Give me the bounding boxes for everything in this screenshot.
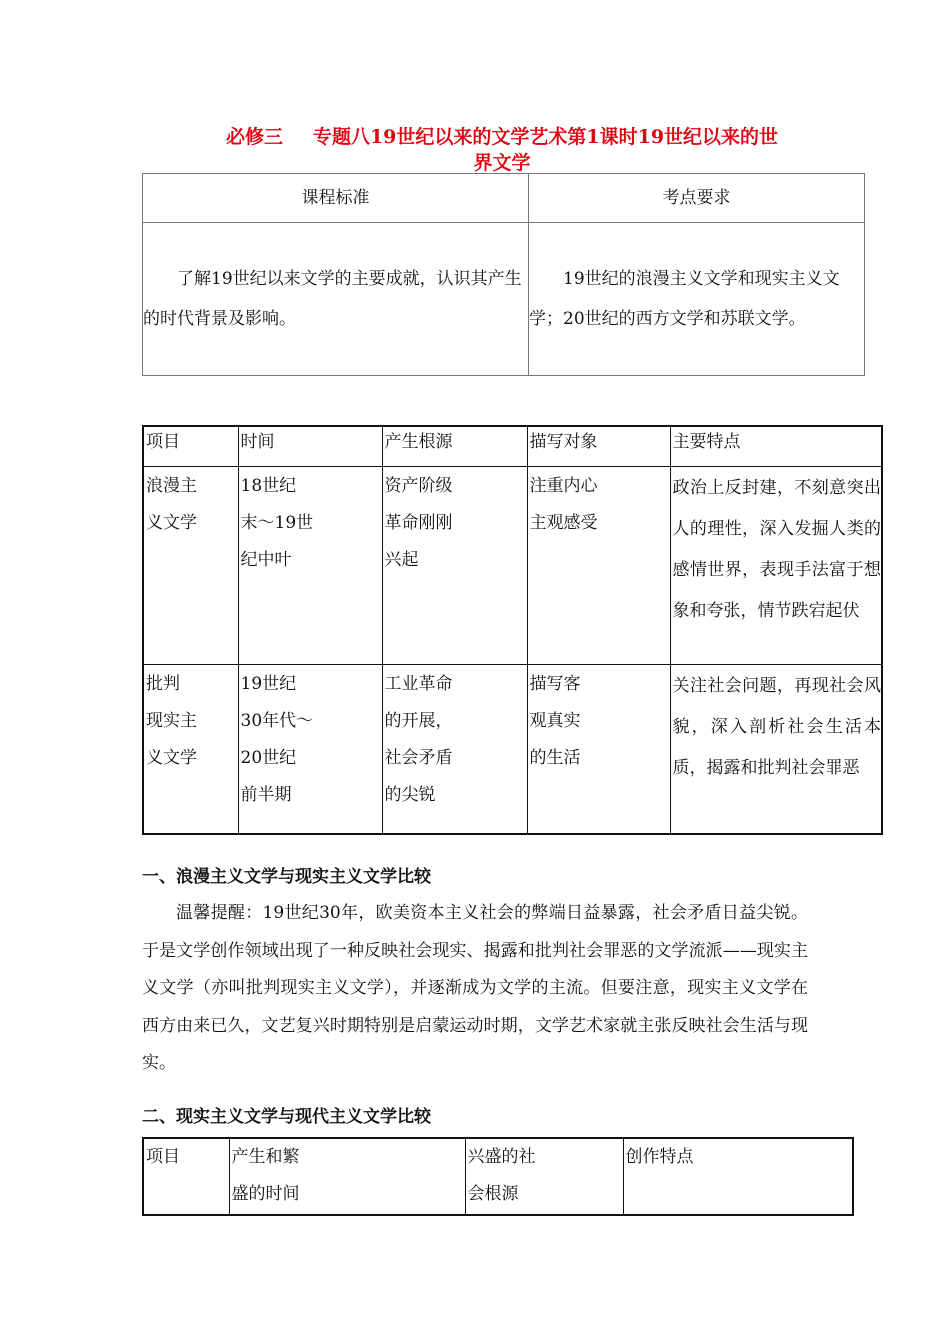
header-course-standard: 课程标准 bbox=[143, 174, 529, 223]
table-row bbox=[143, 664, 882, 834]
header-features: 主要特点 bbox=[670, 426, 882, 466]
realism-item: 批判 现实主 义文学 bbox=[143, 664, 238, 834]
exam-requirements-text: 19世纪的浪漫主义文学和现实主义文学；20世纪的西方文学和苏联文学。 bbox=[529, 223, 865, 376]
title-line1: 专题八19世纪以来的文学艺术第1课时19世纪以来的世 bbox=[312, 126, 779, 148]
standards-body-row bbox=[143, 223, 865, 376]
header-origin: 产生根源 bbox=[382, 426, 527, 466]
section2-heading: 二、现实主义文学与现代主义文学比较 bbox=[142, 1107, 431, 1127]
realism-time: 19世纪 30年代～ 20世纪 前半期 bbox=[238, 664, 382, 834]
romanticism-item: 浪漫主 义文学 bbox=[143, 466, 238, 664]
realism-origin: 工业革命 的开展， 社会矛盾 的尖锐 bbox=[382, 664, 527, 834]
romanticism-features: 政治上反封建，不刻意突出人的理性，深入发掘人类的感情世界，表现手法富于想象和夸张，情节跌宕起伏 bbox=[670, 466, 882, 664]
romanticism-object: 注重内心 主观感受 bbox=[527, 466, 670, 664]
title-line2: 界文学 bbox=[473, 152, 531, 174]
document-title bbox=[142, 124, 862, 176]
header-time: 时间 bbox=[238, 426, 382, 466]
t3-header-features: 创作特点 bbox=[623, 1138, 853, 1215]
section1-heading: 一、浪漫主义文学与现实主义文学比较 bbox=[142, 867, 431, 887]
header-exam-requirements: 考点要求 bbox=[529, 174, 865, 223]
realism-modernism-table bbox=[142, 1137, 854, 1216]
comparison-table bbox=[142, 425, 883, 835]
t3-header-time: 产生和繁 盛的时间 bbox=[229, 1138, 465, 1215]
header-object: 描写对象 bbox=[527, 426, 670, 466]
section1-paragraph: 温馨提醒：19世纪30年，欧美资本主义社会的弊端日益暴露，社会矛盾日益尖锐。于是文学创作领域出现了一种反映社会现实、揭露和批判社会罪恶的文学流派——现实主义文学（亦叫批判现实主义文学），并逐渐成为文学的主流。但要注意，现实主义文学在西方由来已久，文艺复兴时期特别是启蒙运动时期，文学艺术家就主张反映社会生活与现实。 bbox=[142, 903, 808, 1073]
table3-header-row bbox=[143, 1138, 853, 1215]
course-standard-text: 了解19世纪以来文学的主要成就，认识其产生的时代背景及影响。 bbox=[143, 223, 529, 376]
standards-table bbox=[142, 173, 865, 376]
t3-header-root: 兴盛的社 会根源 bbox=[465, 1138, 623, 1215]
comparison-header-row bbox=[143, 426, 882, 466]
standards-header-row bbox=[143, 174, 865, 223]
romanticism-time: 18世纪 末～19世 纪中叶 bbox=[238, 466, 382, 664]
realism-object: 描写客 观真实 的生活 bbox=[527, 664, 670, 834]
t3-header-item: 项目 bbox=[143, 1138, 229, 1215]
header-item: 项目 bbox=[143, 426, 238, 466]
romanticism-origin: 资产阶级 革命刚刚 兴起 bbox=[382, 466, 527, 664]
table-row bbox=[143, 466, 882, 664]
realism-features: 关注社会问题，再现社会风貌，深入剖析社会生活本质，揭露和批判社会罪恶 bbox=[670, 664, 882, 834]
title-prefix: 必修三 bbox=[225, 126, 283, 148]
